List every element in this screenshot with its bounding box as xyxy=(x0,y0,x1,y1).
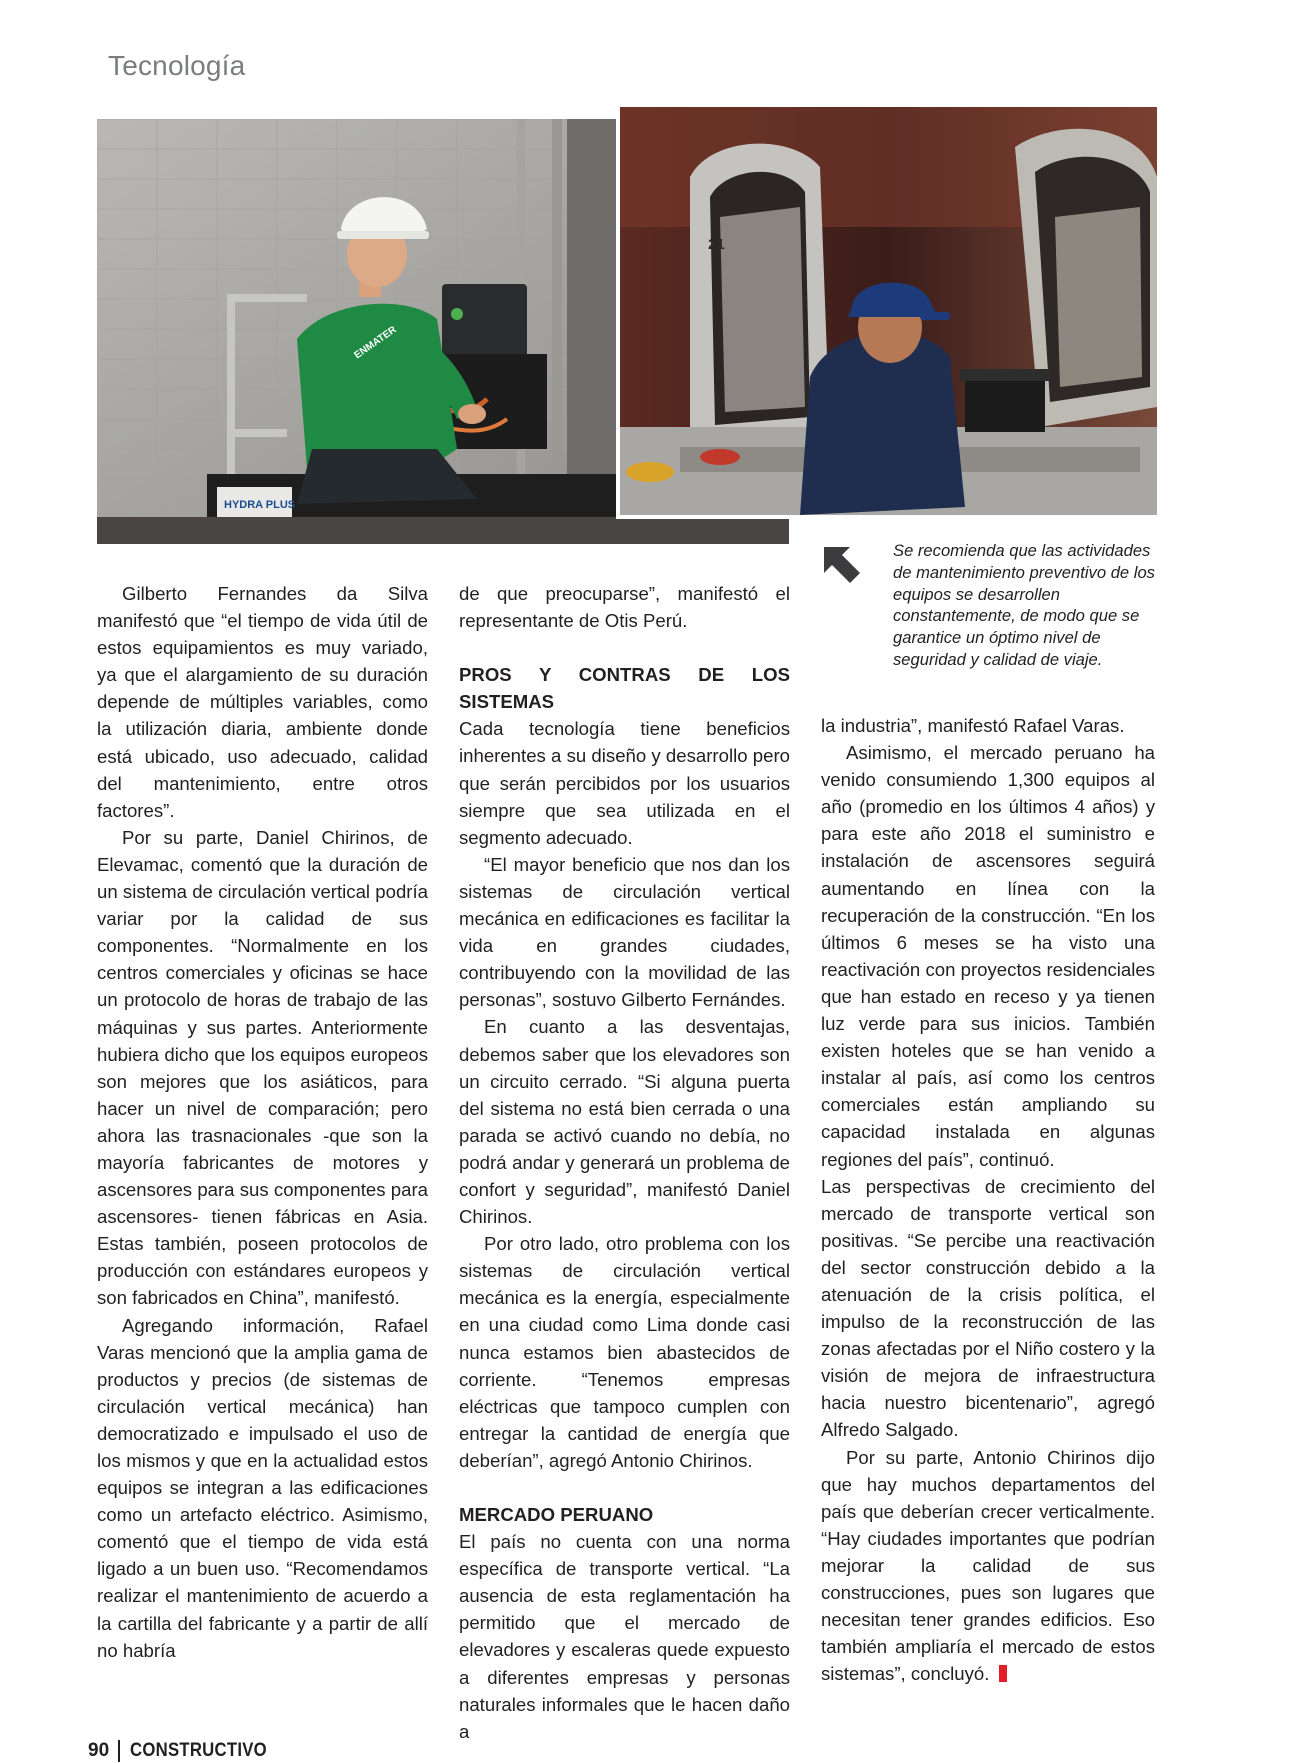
paragraph: “El mayor beneficio que nos dan los sistemas de circulación vertical mecánica en edificaciones es facilitar la vida en grandes ciudades, contribuyendo con la movilidad de las personas”, sostuvo Gilberto Fernándes. xyxy=(459,853,790,1011)
shirt-logo: ENMATER xyxy=(352,324,399,362)
escalator-maintenance-photo xyxy=(616,103,1161,519)
article-column-2 xyxy=(459,580,790,1745)
paragraph: Agregando información, Rafael Varas mencionó que la amplia gama de productos y precios (de sistemas de circulación vertical mecánica) han democratizado e impulsado el uso de los mismos y que en la actualidad estos equipos se integran a las edificaciones como un artefacto eléctrico. Asimismo, comentó que el tiempo de vida está ligado a un buen uso. “Recomendamos realizar el mantenimiento de acuerdo a la cartilla del fabricante y a partir de allí no habría xyxy=(97,1314,428,1661)
paragraph: Asimismo, el mercado peruano ha venido consumiendo 1,300 equipos al año (promedio en los últimos 4 años) y para este año 2018 el suministro e instalación de ascensores seguirá aumentando en línea con la recuperación de la construcción. “En los últimos 6 meses se ha visto una reactivación con proyectos residenciales que han estado en receso y ya tienen luz verde para sus inicios. También existen hoteles que se han venido a instalar al país, así como los centros comerciales están ampliando su capacidad instalada en algunas regiones del país”, continuó. xyxy=(821,742,1155,1170)
paragraph: Por su parte, Daniel Chirinos, de Elevamac, comentó que la duración de un sistema de circulación vertical podría variar por la calidad de sus componentes. “Normalmente en los centros comerciales y oficinas se hace un protocolo de horas de trabajo de las máquinas y sus partes. Anteriormente hubiera dicho que los equipos europeos son mejores que los asiáticos, para hacer un nivel de comparación; pero ahora las trasnacionales -que son la mayoría fabricantes de motores y ascensores para sus componentes para ascensores- tienen fábricas en Asia. Estas también, poseen protocolos de producción con estándares europeos y son fabricados en China”, manifestó. xyxy=(97,826,428,1309)
paragraph: Cada tecnología tiene beneficios inherentes a su diseño y desarrollo pero que serán percibidos por los usuarios siempre que sea utilizada en el segmento adecuado. xyxy=(459,718,790,848)
paragraph: la industria”, manifestó Rafael Varas. xyxy=(821,715,1125,736)
paragraph: Las perspectivas de crecimiento del mercado de transporte vertical son positivas. “Se percibe una reactivación del sector construcción debido a la atenuación de la crisis política, el impulso de la reconstrucción de las zonas afectadas por el Niño costero y la visión de mejora de infraestructura hacia nuestro bicentenario”, agregó Alfredo Salgado. xyxy=(821,1175,1155,1441)
article-column-3 xyxy=(821,712,1155,1687)
escalator-number: 21 xyxy=(708,236,725,253)
section-label: Tecnología xyxy=(108,50,246,81)
photo-caption: Se recomienda que las actividades de mantenimiento preventivo de los equipos se desarrollen constantemente, de modo que se garantice un óptimo nivel de seguridad y calidad de viaje. xyxy=(893,541,1155,669)
photo-bottom-band xyxy=(97,517,789,544)
machine-label: HYDRA PLUS xyxy=(224,499,296,511)
page-footer xyxy=(88,1740,286,1762)
paragraph: Por otro lado, otro problema con los sistemas de circulación vertical mecánica es la energía, especialmente en una ciudad como Lima donde casi nunca estamos bien abastecidos de corriente. “Tenemos empresas eléctricas que tampoco cumplen con entregar la cantidad de energía que deberían”, agregó Antonio Chirinos. xyxy=(459,1233,790,1471)
paragraph: Gilberto Fernandes da Silva manifestó que “el tiempo de vida útil de estos equipamientos es muy variado, ya que el alargamiento de su duración depende de múltiples variables, como la utilización diaria, ambiente donde está ubicado, uso adecuado, calidad del mantenimiento, entre otros factores”. xyxy=(97,583,428,821)
section-heading: PROS Y CONTRAS DE LOS SISTEMAS xyxy=(459,664,790,713)
page-number: 90 xyxy=(88,1740,110,1761)
paragraph: de que preocuparse”, manifestó el representante de Otis Perú. xyxy=(459,583,790,632)
magazine-brand: CONSTRUCTIVO xyxy=(130,1740,268,1761)
paragraph: El país no cuenta con una norma específica de transporte vertical. “La ausencia de esta reglamentación ha permitido que el mercado de elevadores y escaleras quede expuesto a diferentes empresas y personas naturales informales que le hacen daño a xyxy=(459,1531,790,1742)
article-column-1 xyxy=(97,580,428,1664)
paragraph: En cuanto a las desventajas, debemos saber que los elevadores son un circuito cerrado. “Si alguna puerta del sistema no está bien cerrada o una parada se activó cuando no debía, no podrá andar y generará un problema de confort y seguridad”, manifestó Daniel Chirinos. xyxy=(459,1016,790,1228)
arrow-up-left-icon xyxy=(822,545,862,585)
paragraph-text: Por su parte, Antonio Chirinos dijo que hay muchos departamentos del país que deberían crecer verticalmente. “Hay ciudades importantes que podrían mejorar la calidad de sus construcciones, pues son lugares que necesitan tener grandes edificios. Eso también ampliaría el mercado de estos sistemas”, concluyó. xyxy=(821,1446,1155,1685)
footer-divider xyxy=(118,1740,120,1762)
paragraph-final xyxy=(821,1444,1155,1688)
end-of-article-mark xyxy=(999,1665,1007,1682)
section-heading: MERCADO PERUANO xyxy=(459,1504,654,1525)
